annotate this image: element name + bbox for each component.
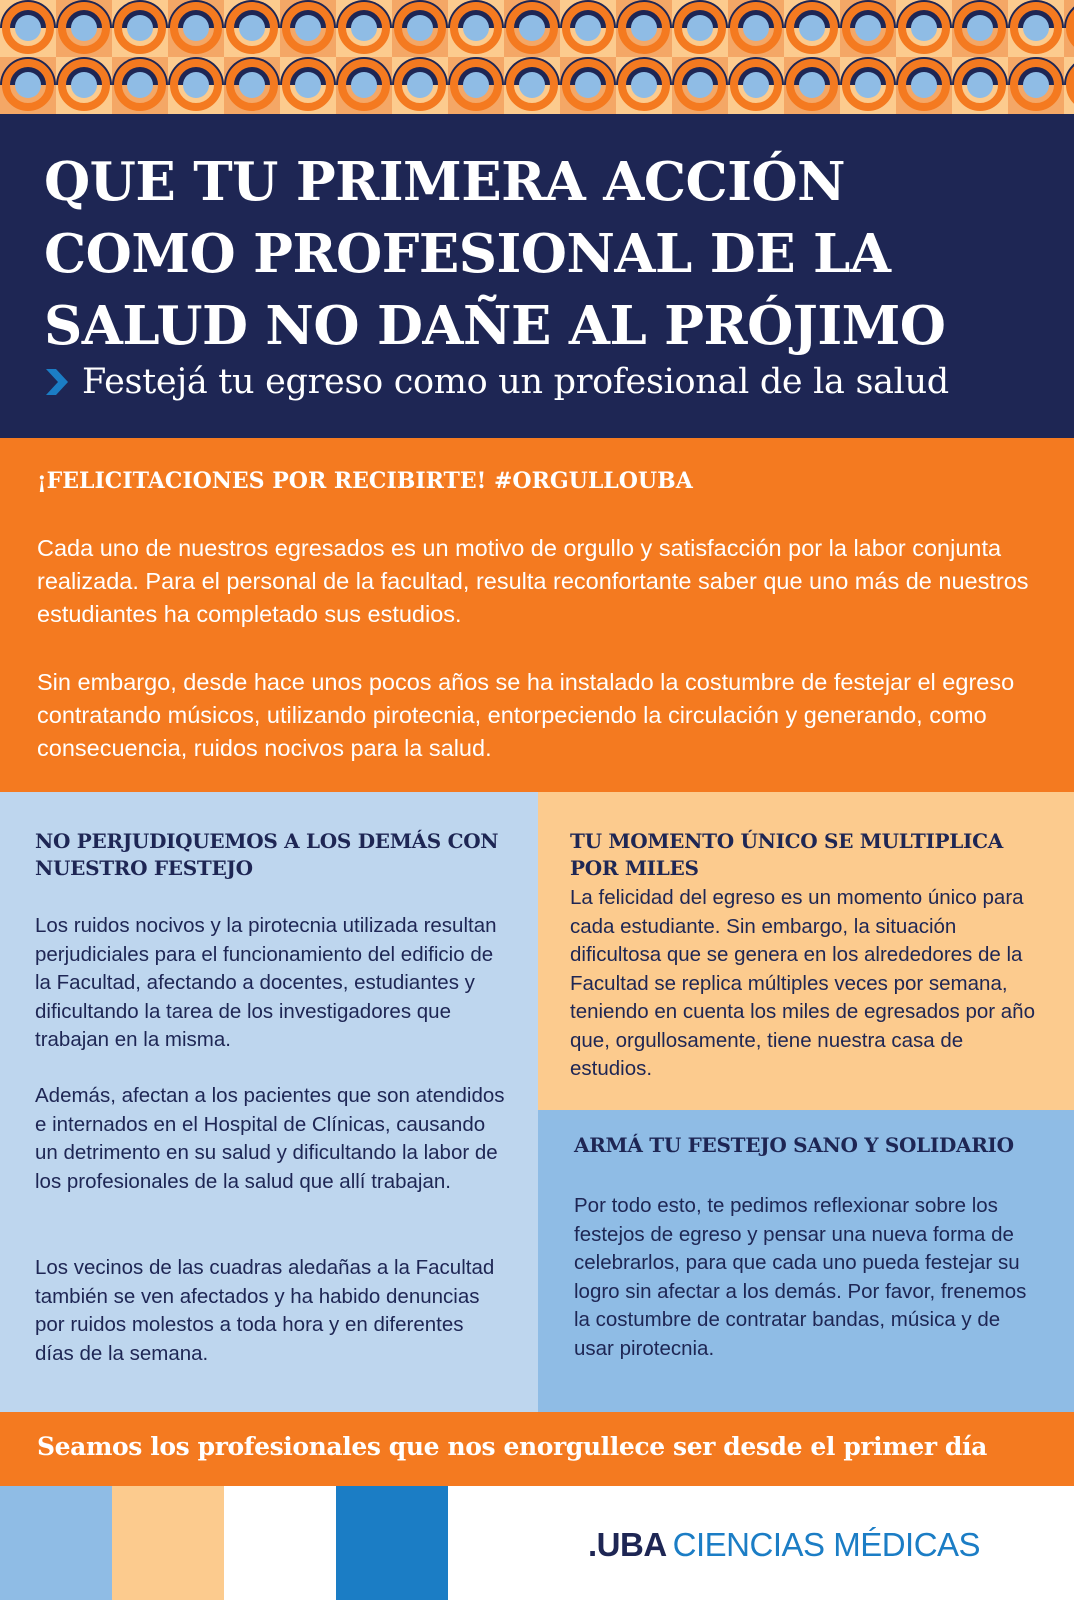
pattern-dot — [575, 72, 601, 98]
pattern-dot — [687, 15, 713, 41]
chevron-right-icon — [44, 367, 70, 397]
logo-ciencias-text: CIENCIAS MÉDICAS — [672, 1526, 981, 1563]
pattern-dot — [1023, 72, 1049, 98]
left-section — [0, 792, 538, 1412]
pattern-dot — [631, 15, 657, 41]
intro-heading: ¡FELICITACIONES POR RECIBIRTE! #ORGULLOUBA — [37, 468, 693, 494]
pattern-dot — [519, 15, 545, 41]
pattern-dot — [743, 15, 769, 41]
pattern-dot — [1023, 15, 1049, 41]
footer-color-blocks — [0, 1486, 1074, 1600]
subtitle-row — [44, 362, 949, 402]
pattern-dot — [351, 72, 377, 98]
pattern-dot — [799, 72, 825, 98]
pattern-dot — [799, 15, 825, 41]
pattern-dot — [911, 72, 937, 98]
color-block-light-blue — [0, 1486, 112, 1600]
pattern-dot — [15, 15, 41, 41]
pattern-dot — [855, 72, 881, 98]
left-paragraph-1: Los ruidos nocivos y la pirotecnia utilizada resultan perjudiciales para el funcionamiento del edificio de la Facultad, afectando a docentes, estudiantes y dificultando la tarea de los investigadores que trabajan en la misma. — [35, 914, 497, 1051]
right-top-section — [538, 792, 1074, 1110]
page-title: QUE TU PRIMERA ACCIÓN COMO PROFESIONAL DE LA SALUD NO DAÑE AL PRÓJIMO — [44, 151, 946, 357]
pattern-dot — [295, 15, 321, 41]
right-bottom-section — [538, 1110, 1074, 1412]
pattern-dot — [183, 72, 209, 98]
pattern-dot — [127, 15, 153, 41]
logo-uba-text: .UBA — [588, 1526, 667, 1563]
pattern-dot — [127, 72, 153, 98]
right-bottom-paragraph: Por todo esto, te pedimos reflexionar sobre los festejos de egreso y pensar una nueva forma de celebrarlos, para que cada uno pueda festejar su logro sin afectar a los demás. Por favor, frenemos la costumbre de contratar bandas, música y de usar pirotecnia. — [574, 1194, 1027, 1360]
pattern-dot — [351, 15, 377, 41]
pattern-dot — [407, 72, 433, 98]
pattern-dot — [575, 15, 601, 41]
pattern-dot — [463, 72, 489, 98]
intro-section — [0, 438, 1074, 792]
pattern-dot — [967, 72, 993, 98]
pattern-dot — [967, 15, 993, 41]
pattern-dot — [519, 72, 545, 98]
color-block-blue — [336, 1486, 448, 1600]
pattern-dot — [239, 15, 265, 41]
pattern-dot — [71, 72, 97, 98]
header — [0, 114, 1074, 438]
uba-logo — [588, 1526, 980, 1564]
pattern-graphic — [0, 0, 1074, 114]
pattern-dot — [463, 15, 489, 41]
decorative-pattern — [0, 0, 1074, 114]
pattern-dot — [631, 72, 657, 98]
intro-paragraph-2: Sin embargo, desde hace unos pocos años se ha instalado la costumbre de festejar el egreso contratando músicos, utilizando pirotecnia, entorpeciendo la circulación y generando, como consecuencia, ruidos nocivos para la salud. — [37, 669, 1015, 761]
intro-paragraph-1: Cada uno de nuestros egresados es un motivo de orgullo y satisfacción por la labor conjunta realizada. Para el personal de la facultad, resulta reconfortante saber que uno más de nuestros estudiantes ha completado sus estudios. — [37, 535, 1029, 627]
left-section-heading: NO PERJUDIQUEMOS A LOS DEMÁS CON NUESTRO FESTEJO — [35, 829, 499, 880]
color-block-peach — [112, 1486, 224, 1600]
footer-banner — [0, 1412, 1074, 1486]
left-paragraph-2: Además, afectan a los pacientes que son atendidos e internados en el Hospital de Clínicas, causando un detrimento en su salud y dificultando la labor de los profesionales de la salud que allí trabajan. — [35, 1084, 505, 1193]
right-top-heading: TU MOMENTO ÚNICO SE MULTIPLICA POR MILES — [570, 829, 1003, 880]
pattern-dot — [295, 72, 321, 98]
left-paragraph-3: Los vecinos de las cuadras aledañas a la Facultad también se ven afectados y ha habido denuncias por ruidos molestos a toda hora y en diferentes días de la semana. — [35, 1256, 495, 1365]
right-bottom-heading: ARMÁ TU FESTEJO SANO Y SOLIDARIO — [574, 1133, 1014, 1157]
right-top-paragraph: La felicidad del egreso es un momento único para cada estudiante. Sin embargo, la situación dificultosa que se genera en los alrededores de la Facultad se replica múltiples veces por semana, teniendo en cuenta los miles de egresados por año que, orgullosamente, tiene nuestra casa de estudios. — [570, 886, 1035, 1080]
pattern-dot — [743, 72, 769, 98]
pattern-dot — [855, 15, 881, 41]
pattern-dot — [71, 15, 97, 41]
pattern-dot — [407, 15, 433, 41]
pattern-dot — [183, 15, 209, 41]
color-block-white — [224, 1486, 336, 1600]
pattern-dot — [687, 72, 713, 98]
banner-text: Seamos los profesionales que nos enorgullece ser desde el primer día — [37, 1432, 987, 1461]
pattern-dot — [239, 72, 265, 98]
page-subtitle: Festejá tu egreso como un profesional de la salud — [82, 362, 949, 402]
pattern-dot — [911, 15, 937, 41]
pattern-dot — [15, 72, 41, 98]
